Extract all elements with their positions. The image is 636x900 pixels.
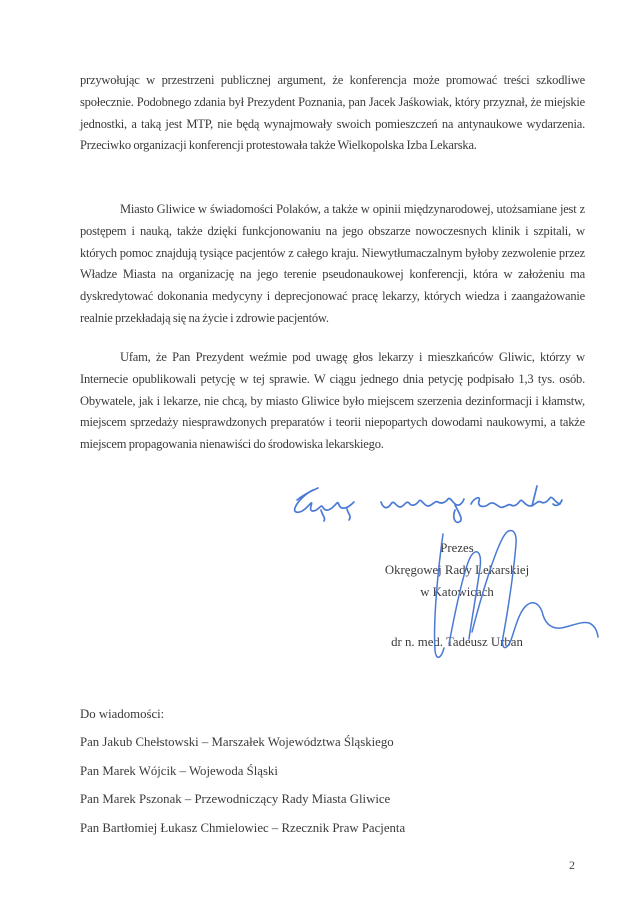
paragraph-petition: Ufam, że Pan Prezydent weźmie pod uwagę głos lekarzy i mieszkańców Gliwic, którzy w Internecie opublikowali petycję w tej sprawie. W ciągu jednego dnia petycję podpisało 1,3 tys. osób. Obywatele, jak i lekarze, nie chcą, by miasto Gliwice było miejscem szerzenia dezinformacji i kłamstw, miejscem sprzedaży niesprawdzonych preparatów i teorii niepopartych dowodami naukowymi, a także miejscem propagowania nienawiści do środowiska lekarskiego. xyxy=(80,350,585,452)
handwritten-word-wyrazy xyxy=(381,498,464,522)
signer-name: dr n. med. Tadeusz Urban xyxy=(391,635,523,649)
signer-title-line: w Katowicach xyxy=(420,585,494,599)
signature-stroke xyxy=(472,530,598,647)
cc-list xyxy=(80,700,560,842)
signer-title-line: Okręgowej Rady Lekarskiej xyxy=(384,563,530,577)
cc-heading: Do wiadomości: xyxy=(80,707,165,721)
handwritten-word-lacze xyxy=(295,488,354,521)
paragraph-continuation: przywołując w przestrzeni publicznej argument, że konferencja może promować treści szkodliwe społecznie. Podobnego zdania był Prezydent Poznania, pan Jacek Jaśkowiak, który przyznał, że miejskie jednostki, a taką jest MTP, nie będą wynajmowały swoich pomieszczeń na antynaukowe wydarzenia. Przeciwko organizacji konferencji protestowała także Wielkopolska Izba Lekarska. xyxy=(80,73,585,153)
cc-item: Pan Jakub Chełstowski – Marszałek Województwa Śląskiego xyxy=(80,735,394,750)
handwritten-closing-transcript xyxy=(0,0,1,1)
paragraph-gliwice: Miasto Gliwice w świadomości Polaków, a także w opinii międzynarodowej, utożsamiane jest z postępem i nauką, także dzięki funkcjonowaniu na jego obszarze nowoczesnych klinik i szpitali, w których pomoc znajdują tysiące pacjentów z całego kraju. Niewytłumaczalnym byłoby zezwolenie przez Władze Miasta na organizację na jego terenie pseudonaukowej konferencji, która w założeniu ma dyskredytować dokonania medycyny i deprecjonować pracę lekarzy, których wiedza i zaangażowanie realnie przekładają się na życie i zdrowie pacjentów. xyxy=(80,202,585,325)
cc-item: Pan Bartłomiej Łukasz Chmielowiec – Rzecznik Praw Pacjenta xyxy=(80,820,406,835)
handwritten-closing-script xyxy=(285,478,575,528)
signature-stroke xyxy=(449,552,480,644)
cc-item: Pan Marek Wójcik – Wojewoda Śląski xyxy=(80,763,278,778)
handwritten-word-szacunku xyxy=(471,486,562,507)
page-number: 2 xyxy=(569,858,575,872)
signer-title-line: Prezes xyxy=(440,541,474,555)
cc-item: Pan Marek Pszonak – Przewodniczący Rady Miasta Gliwice xyxy=(80,792,391,807)
ink-signature-scribble xyxy=(425,524,610,666)
signature-stroke xyxy=(435,534,444,657)
